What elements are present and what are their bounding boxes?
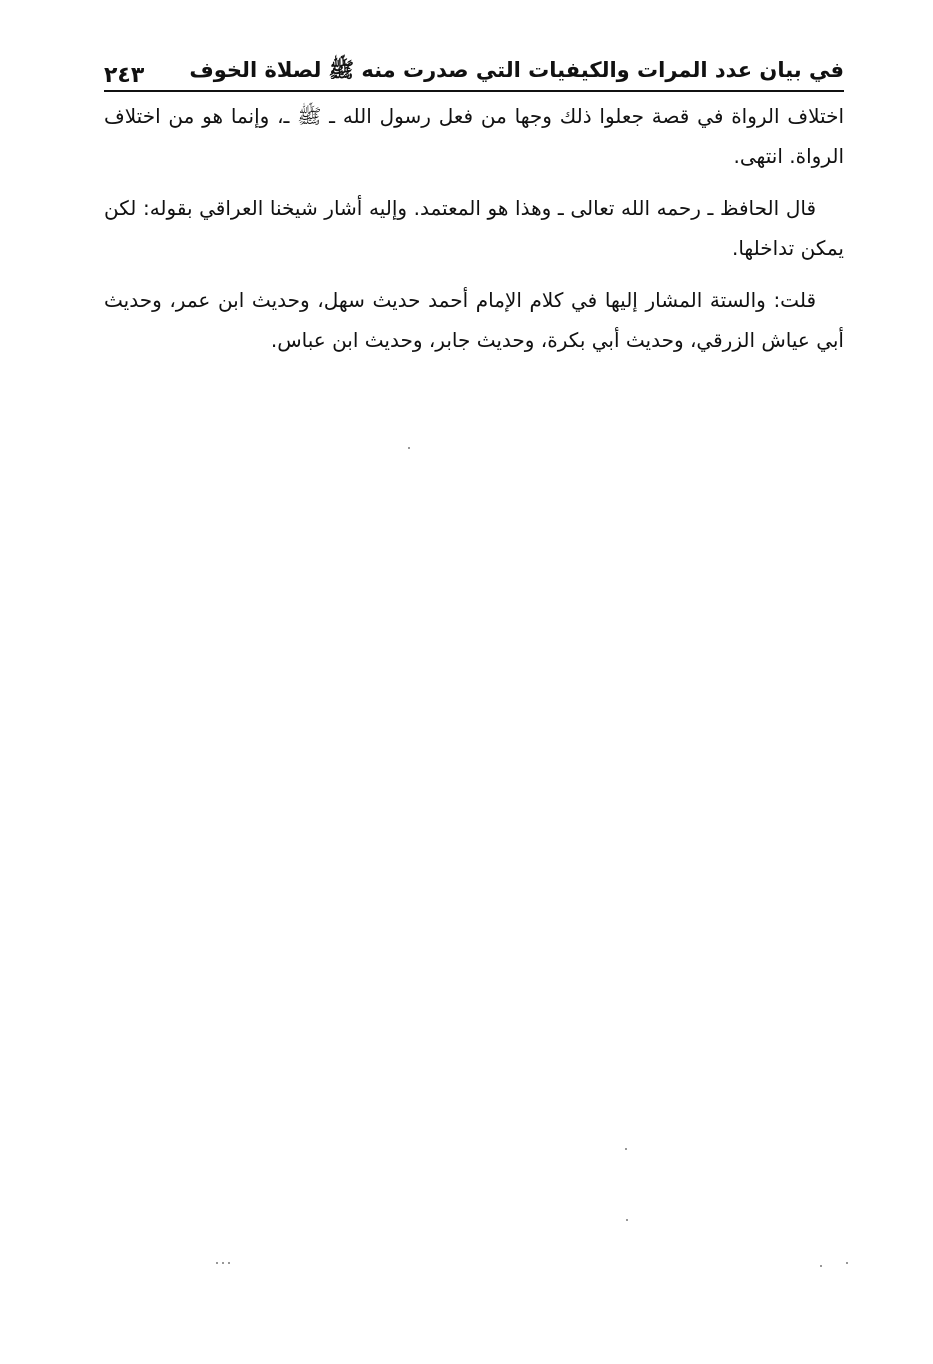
scan-speck [625, 1148, 627, 1150]
running-header [104, 48, 844, 88]
scan-speck [408, 447, 410, 449]
scan-speck [228, 1262, 230, 1264]
body-text [104, 96, 844, 372]
paragraph-1: اختلاف الرواة في قصة جعلوا ذلك وجها من فعل رسول الله ـ ﷺ ـ، وإنما هو من اختلاف الرواة. انتهى. [104, 104, 844, 168]
page-number: ٢٤٣ [104, 63, 145, 88]
scan-speck [626, 1219, 628, 1221]
header-rule [104, 90, 844, 92]
running-title: في بيان عدد المرات والكيفيات التي صدرت منه ﷺ لصلاة الخوف [189, 58, 844, 82]
paragraph-2: قال الحافظ ـ رحمه الله تعالى ـ وهذا هو المعتمد. وإليه أشار شيخنا العراقي بقوله: لكن يمكن تداخلها. [104, 196, 844, 260]
paragraph-3: قلت: والستة المشار إليها في كلام الإمام أحمد حديث سهل، وحديث ابن عمر، وحديث أبي عياش الزرقي، وحديث أبي بكرة، وحديث جابر، وحديث ابن عباس. [104, 288, 844, 352]
scan-speck [820, 1265, 822, 1267]
scan-speck [222, 1262, 224, 1264]
scan-speck [846, 1262, 848, 1264]
scan-speck [216, 1262, 218, 1264]
